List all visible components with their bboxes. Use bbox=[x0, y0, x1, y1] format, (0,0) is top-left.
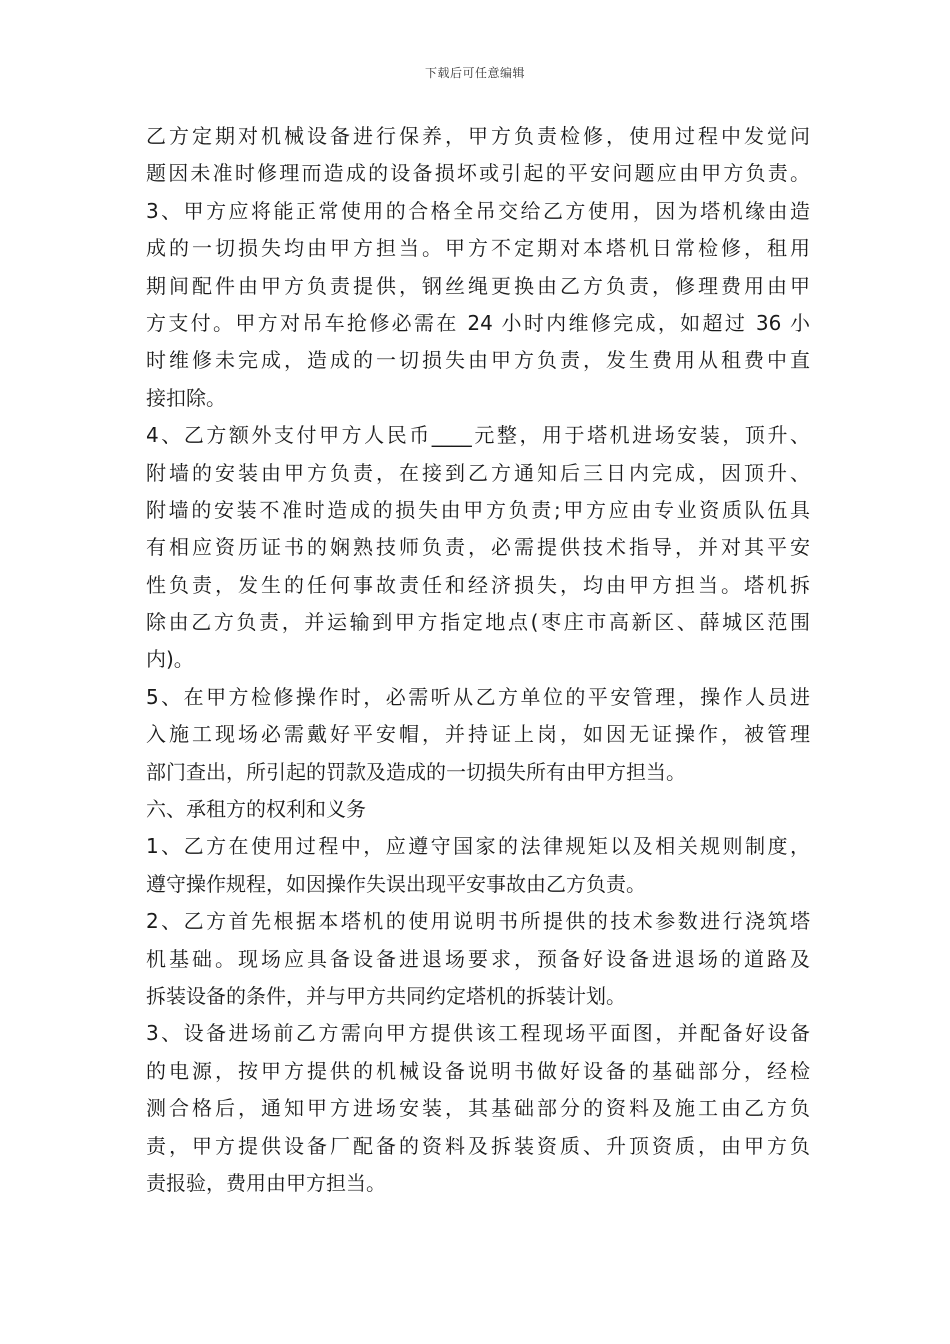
text-line: 部门查出，所引起的罚款及造成的一切损失所有由甲方担当。 bbox=[146, 759, 686, 784]
text-line: 题因未准时修理而造成的设备损坏或引起的平安问题应由甲方负责。 bbox=[146, 161, 810, 186]
text-line: 机基础。现场应具备设备进退场要求，预备好设备进退场的道路及 bbox=[146, 946, 810, 971]
text-line: 有相应资历证书的娴熟技师负责，必需提供技术指导，并对其平安 bbox=[146, 535, 810, 560]
text-line: 入施工现场必需戴好平安帽，并持证上岗，如因无证操作，被管理 bbox=[146, 722, 810, 747]
text-line: 3、设备进场前乙方需向甲方提供该工程现场平面图，并配备好设备 bbox=[146, 1021, 810, 1046]
text-line: 方支付。甲方对吊车抢修必需在 24 小时内维修完成，如超过 36 小 bbox=[146, 310, 810, 335]
text-line: 3、甲方应将能正常使用的合格全吊交给乙方使用，因为塔机缘由造 bbox=[146, 198, 810, 223]
text-line: 责，甲方提供设备厂配备的资料及拆装资质、升顶资质，由甲方负 bbox=[146, 1133, 810, 1158]
text-line: 内)。 bbox=[146, 647, 194, 672]
text-line: 期间配件由甲方负责提供，钢丝绳更换由乙方负责，修理费用由甲 bbox=[146, 273, 810, 298]
text-line: 附墙的安装不准时造成的损失由甲方负责;甲方应由专业资质队伍具 bbox=[146, 497, 810, 522]
page-header: 下载后可任意编辑 bbox=[424, 66, 525, 80]
text-line: 的电源，按甲方提供的机械设备说明书做好设备的基础部分，经检 bbox=[146, 1058, 810, 1083]
text-line: 遵守操作规程，如因操作失误出现平安事故由乙方负责。 bbox=[146, 871, 646, 896]
text-line: 乙方定期对机械设备进行保养，甲方负责检修，使用过程中发觉问 bbox=[146, 124, 810, 148]
text-line: 除由乙方负责，并运输到甲方指定地点(枣庄市高新区、薛城区范围 bbox=[146, 610, 810, 635]
document-body bbox=[146, 118, 810, 1202]
text-line: 六、承租方的权利和义务 bbox=[146, 797, 366, 822]
text-line: 附墙的安装由甲方负责，在接到乙方通知后三日内完成，因顶升、 bbox=[146, 460, 810, 485]
text-line: 接扣除。 bbox=[146, 385, 226, 410]
text-line: 成的一切损失均由甲方担当。甲方不定期对本塔机日常检修，租用 bbox=[146, 236, 810, 261]
text-line: 拆装设备的条件，并与甲方共同约定塔机的拆装计划。 bbox=[146, 983, 626, 1008]
text-line: 性负责，发生的任何事故责任和经济损失，均由甲方担当。塔机拆 bbox=[146, 572, 810, 597]
text-line: 责报验，费用由甲方担当。 bbox=[146, 1170, 386, 1195]
text-line: 时维修未完成，造成的一切损失由甲方负责，发生费用从租费中直 bbox=[146, 348, 810, 373]
text-line: 4、乙方额外支付甲方人民币____元整，用于塔机进场安装，顶升、 bbox=[146, 423, 810, 448]
text-line: 2、乙方首先根据本塔机的使用说明书所提供的技术参数进行浇筑塔 bbox=[146, 909, 810, 934]
text-line: 1、乙方在使用过程中，应遵守国家的法律规矩以及相关规则制度， bbox=[146, 834, 810, 859]
text-line: 测合格后，通知甲方进场安装，其基础部分的资料及施工由乙方负 bbox=[146, 1096, 810, 1121]
text-line: 5、在甲方检修操作时，必需听从乙方单位的平安管理，操作人员进 bbox=[146, 684, 810, 709]
